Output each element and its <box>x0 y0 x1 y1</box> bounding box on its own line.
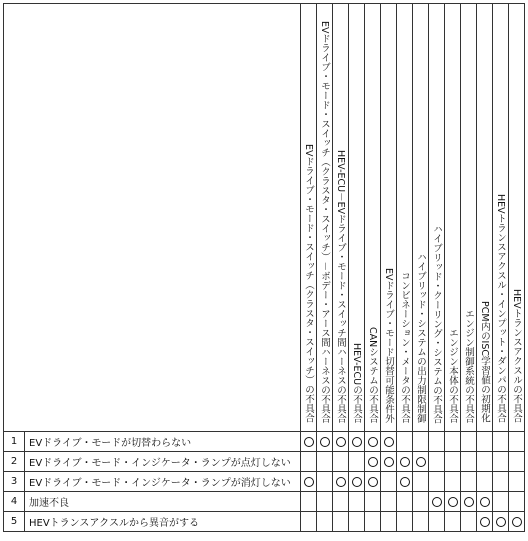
circle-mark-icon <box>512 517 522 527</box>
cause-column-label: EVドライブ・モード切替可能条件外 <box>383 267 394 423</box>
matrix-cell <box>333 512 349 532</box>
row-number: 1 <box>4 432 25 452</box>
matrix-cell <box>301 472 317 492</box>
matrix-cell <box>365 472 381 492</box>
matrix-cell <box>477 512 493 532</box>
cause-column-header <box>445 4 461 432</box>
cause-column-header <box>461 4 477 432</box>
circle-mark-icon <box>336 477 346 487</box>
symptom-cause-matrix <box>3 3 525 532</box>
circle-mark-icon <box>320 437 330 447</box>
matrix-cell <box>493 472 509 492</box>
cause-column-header <box>333 4 349 432</box>
matrix-cell <box>413 512 429 532</box>
matrix-cell <box>397 472 413 492</box>
matrix-cell <box>381 432 397 452</box>
matrix-cell <box>445 492 461 512</box>
matrix-cell <box>381 512 397 532</box>
circle-mark-icon <box>304 477 314 487</box>
matrix-cell <box>461 472 477 492</box>
circle-mark-icon <box>448 497 458 507</box>
matrix-cell <box>429 492 445 512</box>
matrix-cell <box>349 512 365 532</box>
matrix-cell <box>413 492 429 512</box>
circle-mark-icon <box>352 437 362 447</box>
cause-column-label: HEV-ECU－EVドライブ・モード・スイッチ間ハーネスの不具合 <box>335 149 346 423</box>
matrix-cell <box>317 452 333 472</box>
matrix-cell <box>397 512 413 532</box>
matrix-cell <box>461 512 477 532</box>
cause-column-header <box>381 4 397 432</box>
matrix-cell <box>461 432 477 452</box>
matrix-cell <box>445 512 461 532</box>
circle-mark-icon <box>480 517 490 527</box>
matrix-cell <box>445 452 461 472</box>
matrix-cell <box>509 492 525 512</box>
matrix-cell <box>397 452 413 472</box>
symptom-label: EVドライブ・モードが切替わらない <box>25 432 301 452</box>
row-number: 2 <box>4 452 25 472</box>
cause-column-label: エンジン本体の不具合 <box>447 328 458 423</box>
matrix-cell <box>509 432 525 452</box>
circle-mark-icon <box>368 437 378 447</box>
cause-column-header <box>349 4 365 432</box>
matrix-cell <box>301 432 317 452</box>
cause-column-header <box>301 4 317 432</box>
cause-column-label: HEV-ECUの不具合 <box>351 342 362 423</box>
circle-mark-icon <box>352 477 362 487</box>
matrix-cell <box>317 492 333 512</box>
matrix-cell <box>381 492 397 512</box>
symptom-label: HEVトランスアクスルから異音がする <box>25 512 301 532</box>
matrix-cell <box>397 432 413 452</box>
matrix-cell <box>509 512 525 532</box>
matrix-cell <box>413 472 429 492</box>
matrix-cell <box>349 492 365 512</box>
cause-column-label: エンジン制御系統の不具合 <box>463 309 474 423</box>
matrix-cell <box>461 452 477 472</box>
cause-column-label: EVドライブ・モード・スイッチ（クラスタ・スイッチ）の不具合 <box>303 144 314 423</box>
matrix-cell <box>429 512 445 532</box>
matrix-cell <box>413 452 429 472</box>
cause-column-header <box>477 4 493 432</box>
matrix-cell <box>365 492 381 512</box>
matrix-cell <box>365 432 381 452</box>
symptom-row <box>4 472 525 492</box>
matrix-body <box>4 432 525 532</box>
cause-column-label: PCM内のISC学習値の初期化 <box>479 301 490 423</box>
cause-column-header <box>397 4 413 432</box>
matrix-cell <box>461 492 477 512</box>
circle-mark-icon <box>464 497 474 507</box>
matrix-cell <box>381 452 397 472</box>
matrix-cell <box>349 432 365 452</box>
circle-mark-icon <box>400 477 410 487</box>
matrix-cell <box>333 432 349 452</box>
cause-column-label: HEVトランスアクスルの不具合 <box>511 289 522 423</box>
circle-mark-icon <box>480 497 490 507</box>
matrix-cell <box>429 452 445 472</box>
matrix-cell <box>333 472 349 492</box>
matrix-cell <box>509 472 525 492</box>
cause-column-label: EVドライブ・モード・スイッチ（クラスタ・スイッチ）－ボデー・アース間ハーネスの不具合 <box>319 20 330 423</box>
matrix-cell <box>365 512 381 532</box>
matrix-cell <box>493 492 509 512</box>
matrix-cell <box>509 452 525 472</box>
circle-mark-icon <box>384 437 394 447</box>
cause-column-label: ハイブリッド・クーリング・システムの不具合 <box>431 223 442 423</box>
symptom-label: EVドライブ・モード・インジケータ・ランプが点灯しない <box>25 452 301 472</box>
cause-column-label: CANシステムの不具合 <box>367 326 378 423</box>
row-number: 5 <box>4 512 25 532</box>
header-blank-cell <box>4 4 301 432</box>
matrix-cell <box>333 492 349 512</box>
matrix-cell <box>429 472 445 492</box>
matrix-cell <box>301 452 317 472</box>
cause-column-header <box>509 4 525 432</box>
matrix-cell <box>349 472 365 492</box>
matrix-cell <box>301 492 317 512</box>
circle-mark-icon <box>384 457 394 467</box>
circle-mark-icon <box>368 477 378 487</box>
cause-column-label: コンビネーション・メータの不具合 <box>399 271 410 423</box>
header-row <box>4 4 525 432</box>
symptom-row <box>4 452 525 472</box>
symptom-row <box>4 492 525 512</box>
cause-column-label: ハイブリッド・システムの出力制限制御 <box>415 252 426 423</box>
matrix-cell <box>397 492 413 512</box>
symptom-row <box>4 432 525 452</box>
cause-column-header <box>429 4 445 432</box>
matrix-cell <box>381 472 397 492</box>
matrix-cell <box>477 472 493 492</box>
matrix-cell <box>317 512 333 532</box>
cause-column-header <box>365 4 381 432</box>
symptom-row <box>4 512 525 532</box>
matrix-cell <box>445 432 461 452</box>
matrix-cell <box>317 472 333 492</box>
matrix-cell <box>493 432 509 452</box>
circle-mark-icon <box>336 437 346 447</box>
matrix-cell <box>477 452 493 472</box>
cause-column-header <box>493 4 509 432</box>
matrix-cell <box>317 432 333 452</box>
circle-mark-icon <box>496 517 506 527</box>
row-number: 4 <box>4 492 25 512</box>
cause-column-header <box>317 4 333 432</box>
matrix-cell <box>493 512 509 532</box>
matrix-cell <box>429 432 445 452</box>
matrix-cell <box>333 452 349 472</box>
matrix-cell <box>477 432 493 452</box>
matrix-cell <box>493 452 509 472</box>
circle-mark-icon <box>368 457 378 467</box>
symptom-label: 加速不良 <box>25 492 301 512</box>
matrix-cell <box>349 452 365 472</box>
matrix-cell <box>301 512 317 532</box>
cause-column-header <box>413 4 429 432</box>
matrix-cell <box>477 492 493 512</box>
circle-mark-icon <box>416 457 426 467</box>
matrix-cell <box>365 452 381 472</box>
circle-mark-icon <box>432 497 442 507</box>
circle-mark-icon <box>400 457 410 467</box>
matrix-cell <box>445 472 461 492</box>
matrix-cell <box>413 432 429 452</box>
cause-column-label: HEVトランスアクスル・インプット・ダンパの不具合 <box>495 194 506 423</box>
circle-mark-icon <box>304 437 314 447</box>
symptom-label: EVドライブ・モード・インジケータ・ランプが消灯しない <box>25 472 301 492</box>
row-number: 3 <box>4 472 25 492</box>
